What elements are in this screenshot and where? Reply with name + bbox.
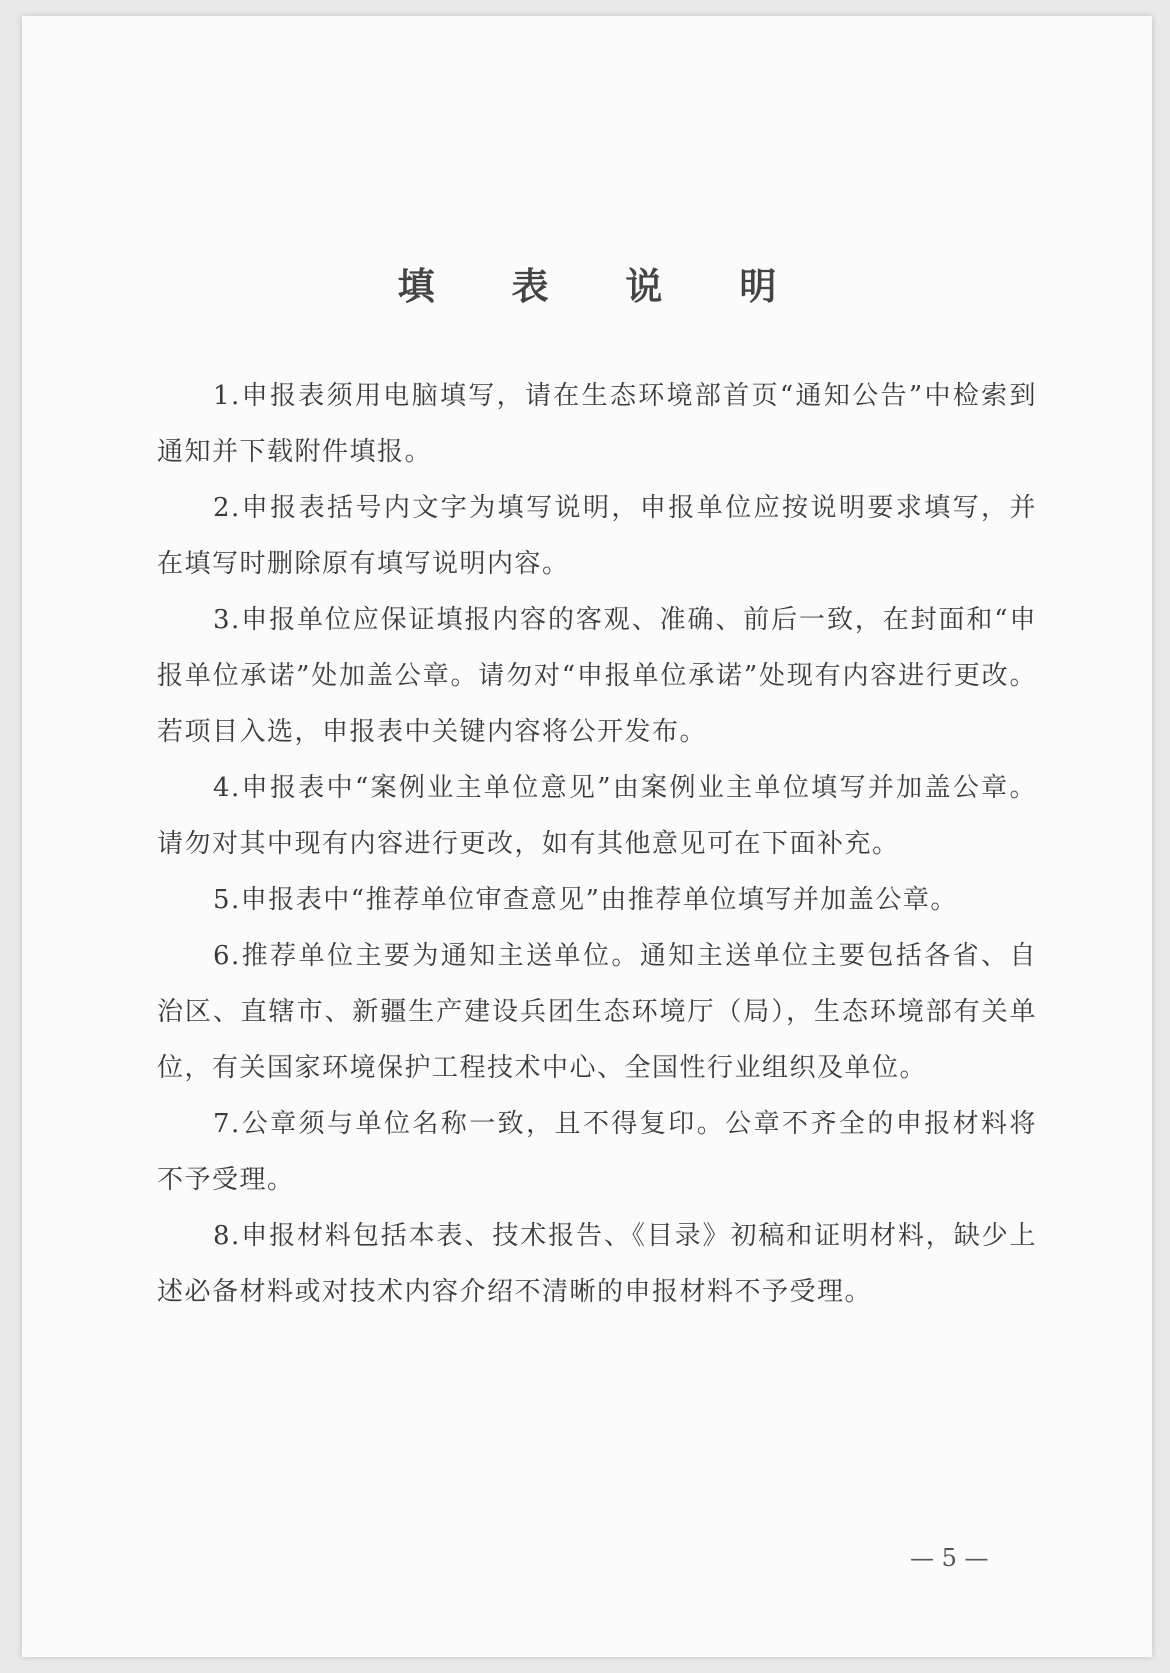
instruction-item-6: 6.推荐单位主要为通知主送单位。通知主送单位主要包括各省、自治区、直辖市、新疆生产建设兵团生态环境厅（局），生态环境部有关单位，有关国家环境保护工程技术中心、全国性行业组织及单位。 (157, 941, 1037, 1083)
instruction-item-3: 3.申报单位应保证填报内容的客观、准确、前后一致，在封面和“申报单位承诺”处加盖公章。请勿对“申报单位承诺”处现有内容进行更改。若项目入选，申报表中关键内容将公开发布。 (157, 605, 1037, 747)
instruction-item-4: 4.申报表中“案例业主单位意见”由案例业主单位填写并加盖公章。请勿对其中现有内容进行更改，如有其他意见可在下面补充。 (157, 773, 1037, 859)
page-number: — 5 — (910, 1544, 989, 1572)
document-page (22, 16, 1152, 1657)
instruction-item-7: 7.公章须与单位名称一致，且不得复印。公章不齐全的申报材料将不予受理。 (157, 1109, 1037, 1195)
instruction-item-8: 8.申报材料包括本表、技术报告、《目录》初稿和证明材料，缺少上述必备材料或对技术内容介绍不清晰的申报材料不予受理。 (157, 1221, 1037, 1307)
instructions-list (157, 368, 1037, 1320)
instruction-item-2: 2.申报表括号内文字为填写说明，申报单位应按说明要求填写，并在填写时删除原有填写说明内容。 (157, 493, 1037, 579)
instruction-item-1: 1.申报表须用电脑填写，请在生态环境部首页“通知公告”中检索到通知并下载附件填报。 (157, 381, 1037, 467)
instruction-item-5: 5.申报表中“推荐单位审查意见”由推荐单位填写并加盖公章。 (213, 885, 958, 915)
page-title: 填 表 说 明 (397, 265, 809, 308)
